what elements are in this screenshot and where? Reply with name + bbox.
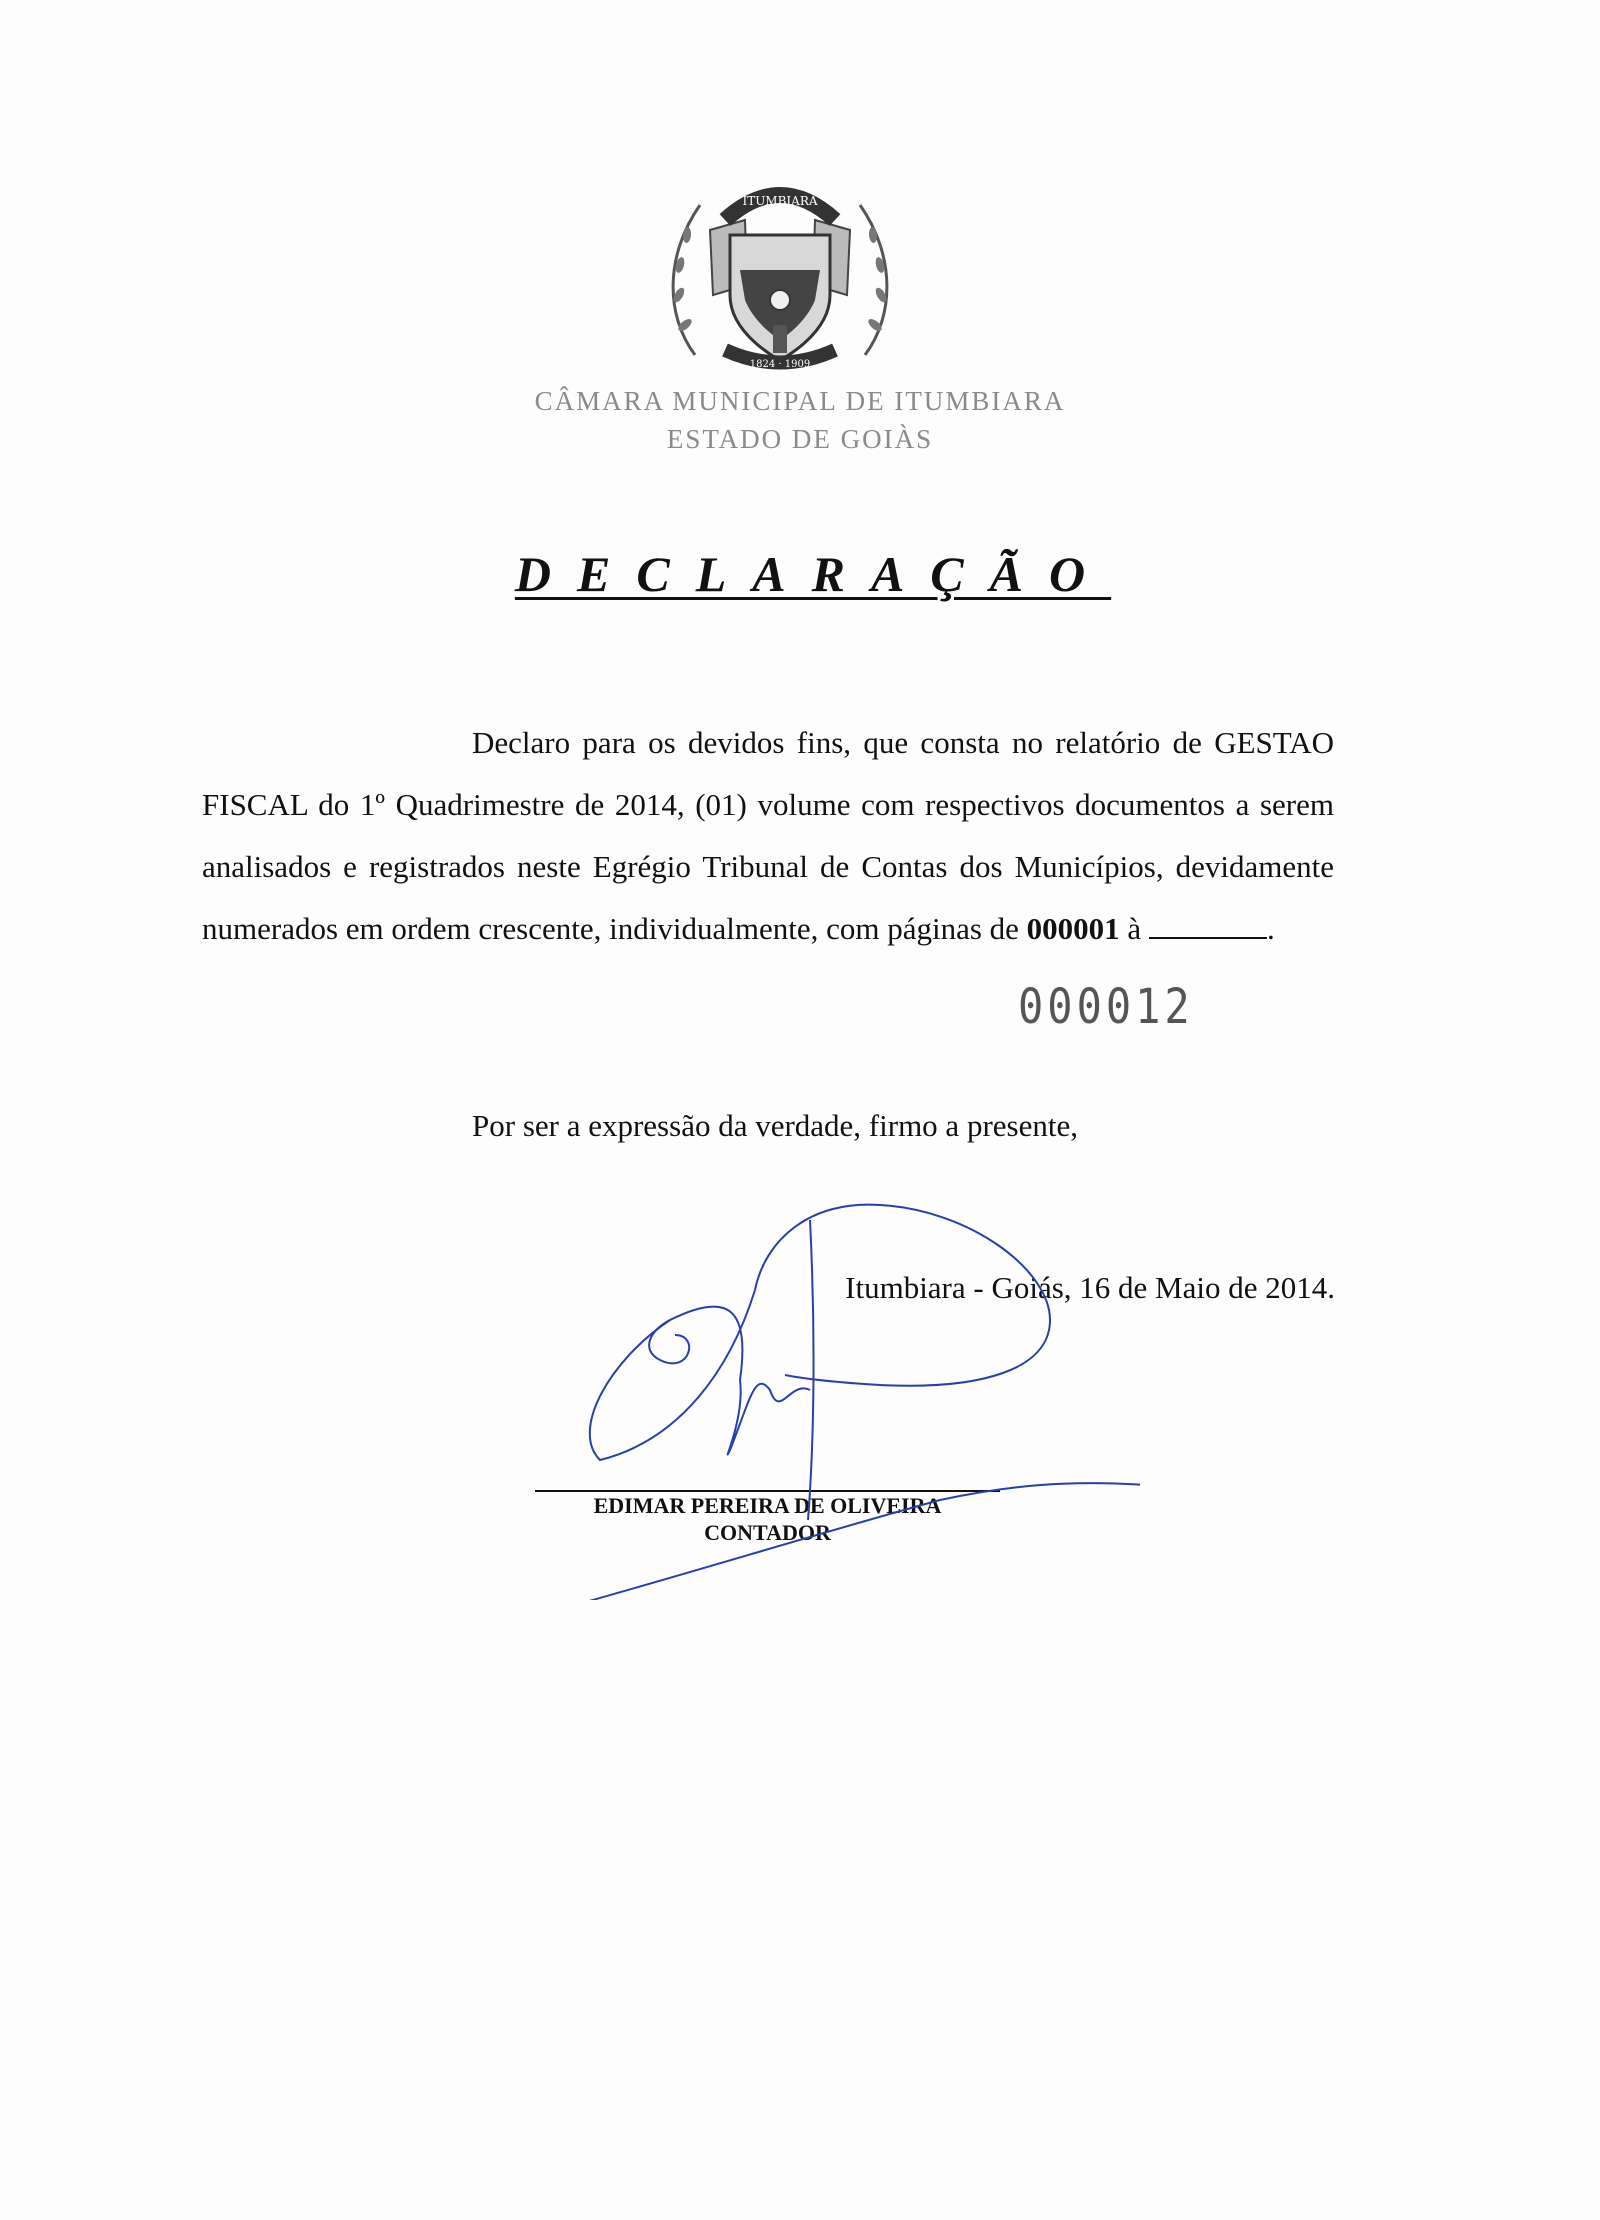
emblem-banner-text: ITUMBIARA [742, 194, 818, 208]
signer-name: EDIMAR PEREIRA DE OLIVEIRA [593, 1493, 942, 1518]
stamped-page-count: 000012 [1018, 978, 1194, 1035]
blank-fill-line [1149, 915, 1267, 939]
municipal-coat-of-arms-icon [655, 175, 905, 385]
paragraph-end: . [1266, 911, 1275, 946]
organization-state: ESTADO DE GOIÀS [666, 424, 934, 454]
page-start-number: 000001 [1026, 911, 1120, 946]
page-title: DECLARAÇÃO [514, 546, 1112, 602]
organization-name: CÂMARA MUNICIPAL DE ITUMBIARA [534, 386, 1066, 416]
signature-line [535, 1490, 1000, 1492]
emblem-years-text: 1824 · 1909 [749, 359, 811, 370]
paragraph-connector: à [1119, 911, 1149, 946]
paragraph-text: Declaro para os devidos fins, que consta no relatório de GESTAO FISCAL do 1º Quadrimestre de 2014, (01) volume com respectivos documentos a serem analisados e registrados neste Egrégio Tribunal de Contas dos Municípios, devidamente numerados em ordem crescente, individualmente, com páginas de [202, 725, 1334, 946]
closing-text: Por ser a expressão da verdade, firmo a presente, [472, 1108, 1078, 1143]
place-and-date: Itumbiara - Goiás, 16 de Maio de 2014. [845, 1270, 1335, 1305]
signer-role: CONTADOR [704, 1520, 831, 1545]
declaration-paragraph [202, 712, 1334, 960]
